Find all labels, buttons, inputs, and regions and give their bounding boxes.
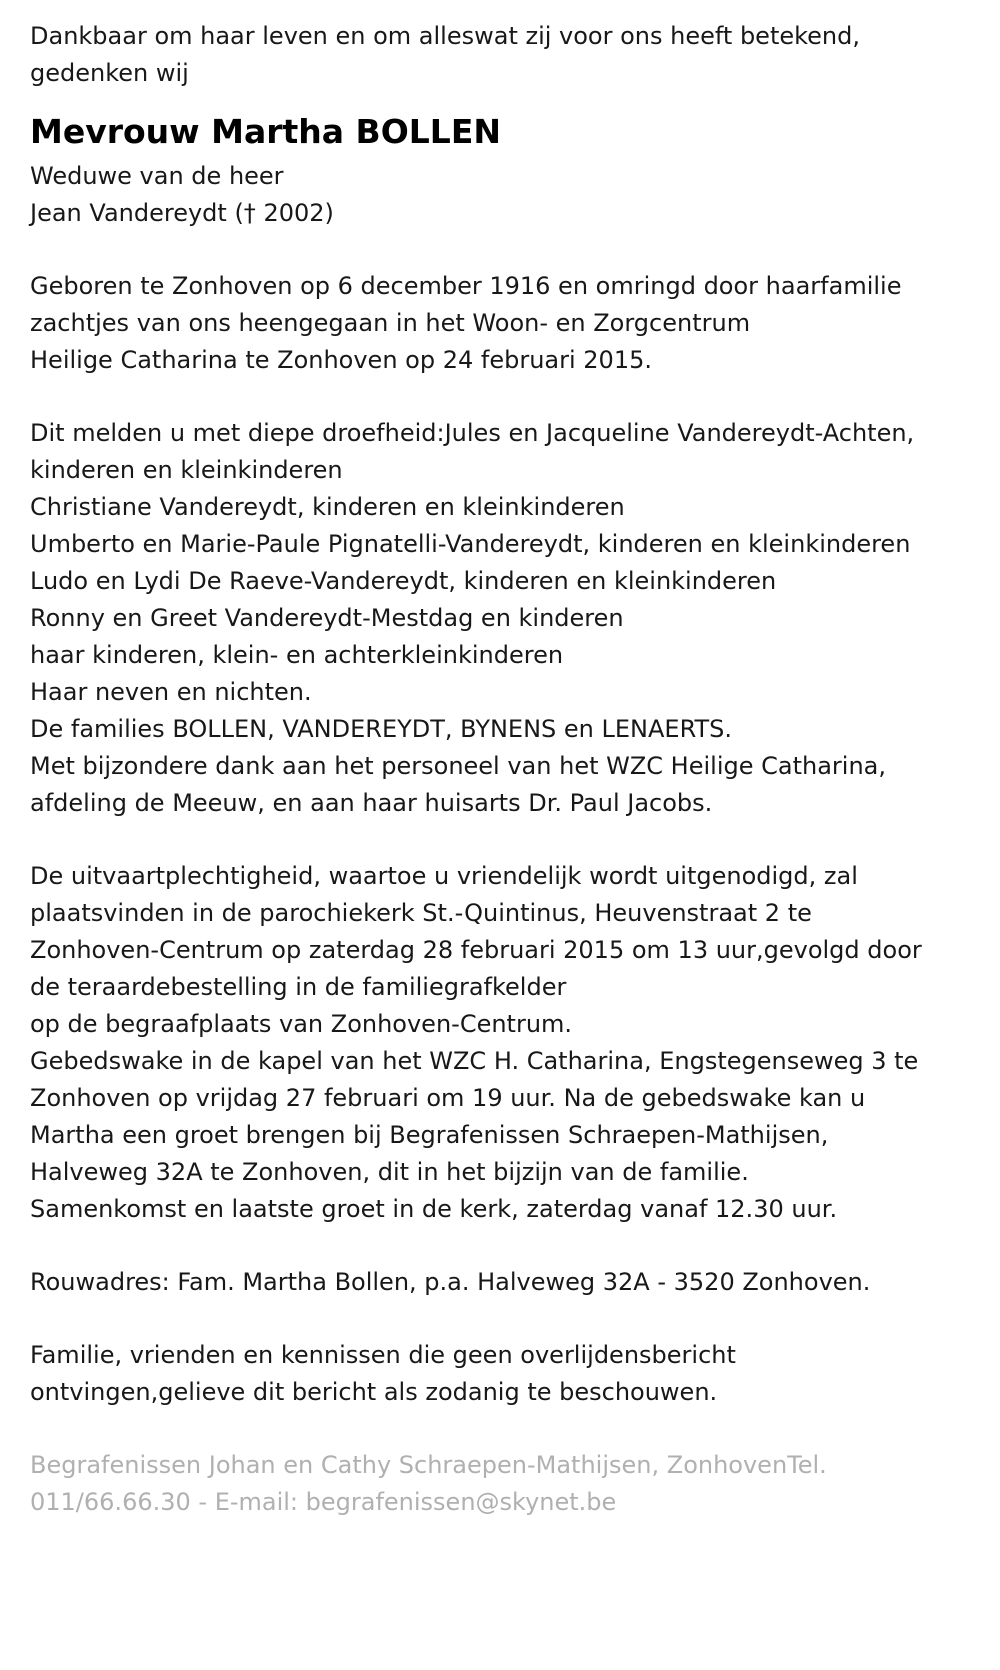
closing-line: ontvingen,gelieve dit bericht als zodanig te beschouwen. <box>30 1378 718 1406</box>
deceased-name: Mevrouw Martha BOLLEN <box>30 112 501 151</box>
ceremony-line: Martha een groet brengen bij Begrafenissen Schraepen-Mathijsen, <box>30 1121 829 1149</box>
spouse-block <box>30 158 970 232</box>
mourning-address-line: Rouwadres: Fam. Martha Bollen, p.a. Halveweg 32A - 3520 Zonhoven. <box>30 1268 871 1296</box>
spacer <box>30 232 970 268</box>
ceremony-line: plaatsvinden in de parochiekerk St.-Quintinus, Heuvenstraat 2 te <box>30 899 812 927</box>
closing-block <box>30 1337 970 1411</box>
ceremony-line: Halveweg 32A te Zonhoven, dit in het bijzijn van de familie. <box>30 1158 749 1186</box>
spacer <box>30 1411 970 1447</box>
family-line: Haar neven en nichten. <box>30 678 312 706</box>
mourning-address-block <box>30 1264 970 1301</box>
spouse-line: Jean Vandereydt († 2002) <box>30 199 334 227</box>
family-line: De families BOLLEN, VANDEREYDT, BYNENS en LENAERTS. <box>30 715 733 743</box>
family-line: Met bijzondere dank aan het personeel van het WZC Heilige Catharina, <box>30 752 886 780</box>
spacer <box>30 379 970 415</box>
family-line: Ludo en Lydi De Raeve-Vandereydt, kinderen en kleinkinderen <box>30 567 777 595</box>
family-line: Christiane Vandereydt, kinderen en kleinkinderen <box>30 493 625 521</box>
birth-death-line: Heilige Catharina te Zonhoven op 24 februari 2015. <box>30 346 652 374</box>
spacer <box>30 1301 970 1337</box>
footer-line: 011/66.66.30 - E-mail: begrafenissen@skynet.be <box>30 1488 617 1516</box>
closing-line: Familie, vrienden en kennissen die geen overlijdensbericht <box>30 1341 736 1369</box>
family-line: afdeling de Meeuw, en aan haar huisarts Dr. Paul Jacobs. <box>30 789 713 817</box>
ceremony-line: Gebedswake in de kapel van het WZC H. Catharina, Engstegenseweg 3 te <box>30 1047 919 1075</box>
spacer <box>30 1228 970 1264</box>
birth-death-block <box>30 268 970 379</box>
family-line: Dit melden u met diepe droefheid:Jules en Jacqueline Vandereydt-Achten, <box>30 419 915 447</box>
intro-block <box>30 18 970 92</box>
ceremony-block <box>30 858 970 1228</box>
family-line: haar kinderen, klein- en achterkleinkinderen <box>30 641 564 669</box>
footer-line: Begrafenissen Johan en Cathy Schraepen-Mathijsen, ZonhovenTel. <box>30 1451 827 1479</box>
ceremony-line: op de begraafplaats van Zonhoven-Centrum. <box>30 1010 573 1038</box>
family-block <box>30 415 970 822</box>
family-line: kinderen en kleinkinderen <box>30 456 343 484</box>
intro-line: Dankbaar om haar leven en om alleswat zij voor ons heeft betekend, <box>30 22 861 50</box>
spacer <box>30 822 970 858</box>
ceremony-line: de teraardebestelling in de familiegrafkelder <box>30 973 567 1001</box>
ceremony-line: De uitvaartplechtigheid, waartoe u vriendelijk wordt uitgenodigd, zal <box>30 862 858 890</box>
ceremony-line: Samenkomst en laatste groet in de kerk, zaterdag vanaf 12.30 uur. <box>30 1195 838 1223</box>
intro-line: gedenken wij <box>30 59 189 87</box>
ceremony-line: Zonhoven op vrijdag 27 februari om 19 uur. Na de gebedswake kan u <box>30 1084 866 1112</box>
family-line: Umberto en Marie-Paule Pignatelli-Vandereydt, kinderen en kleinkinderen <box>30 530 911 558</box>
birth-death-line: Geboren te Zonhoven op 6 december 1916 en omringd door haarfamilie <box>30 272 902 300</box>
spouse-line: Weduwe van de heer <box>30 162 284 190</box>
ceremony-line: Zonhoven-Centrum op zaterdag 28 februari 2015 om 13 uur,gevolgd door <box>30 936 922 964</box>
family-line: Ronny en Greet Vandereydt-Mestdag en kinderen <box>30 604 624 632</box>
funeral-home-footer <box>30 1447 970 1521</box>
birth-death-line: zachtjes van ons heengegaan in het Woon- en Zorgcentrum <box>30 309 751 337</box>
